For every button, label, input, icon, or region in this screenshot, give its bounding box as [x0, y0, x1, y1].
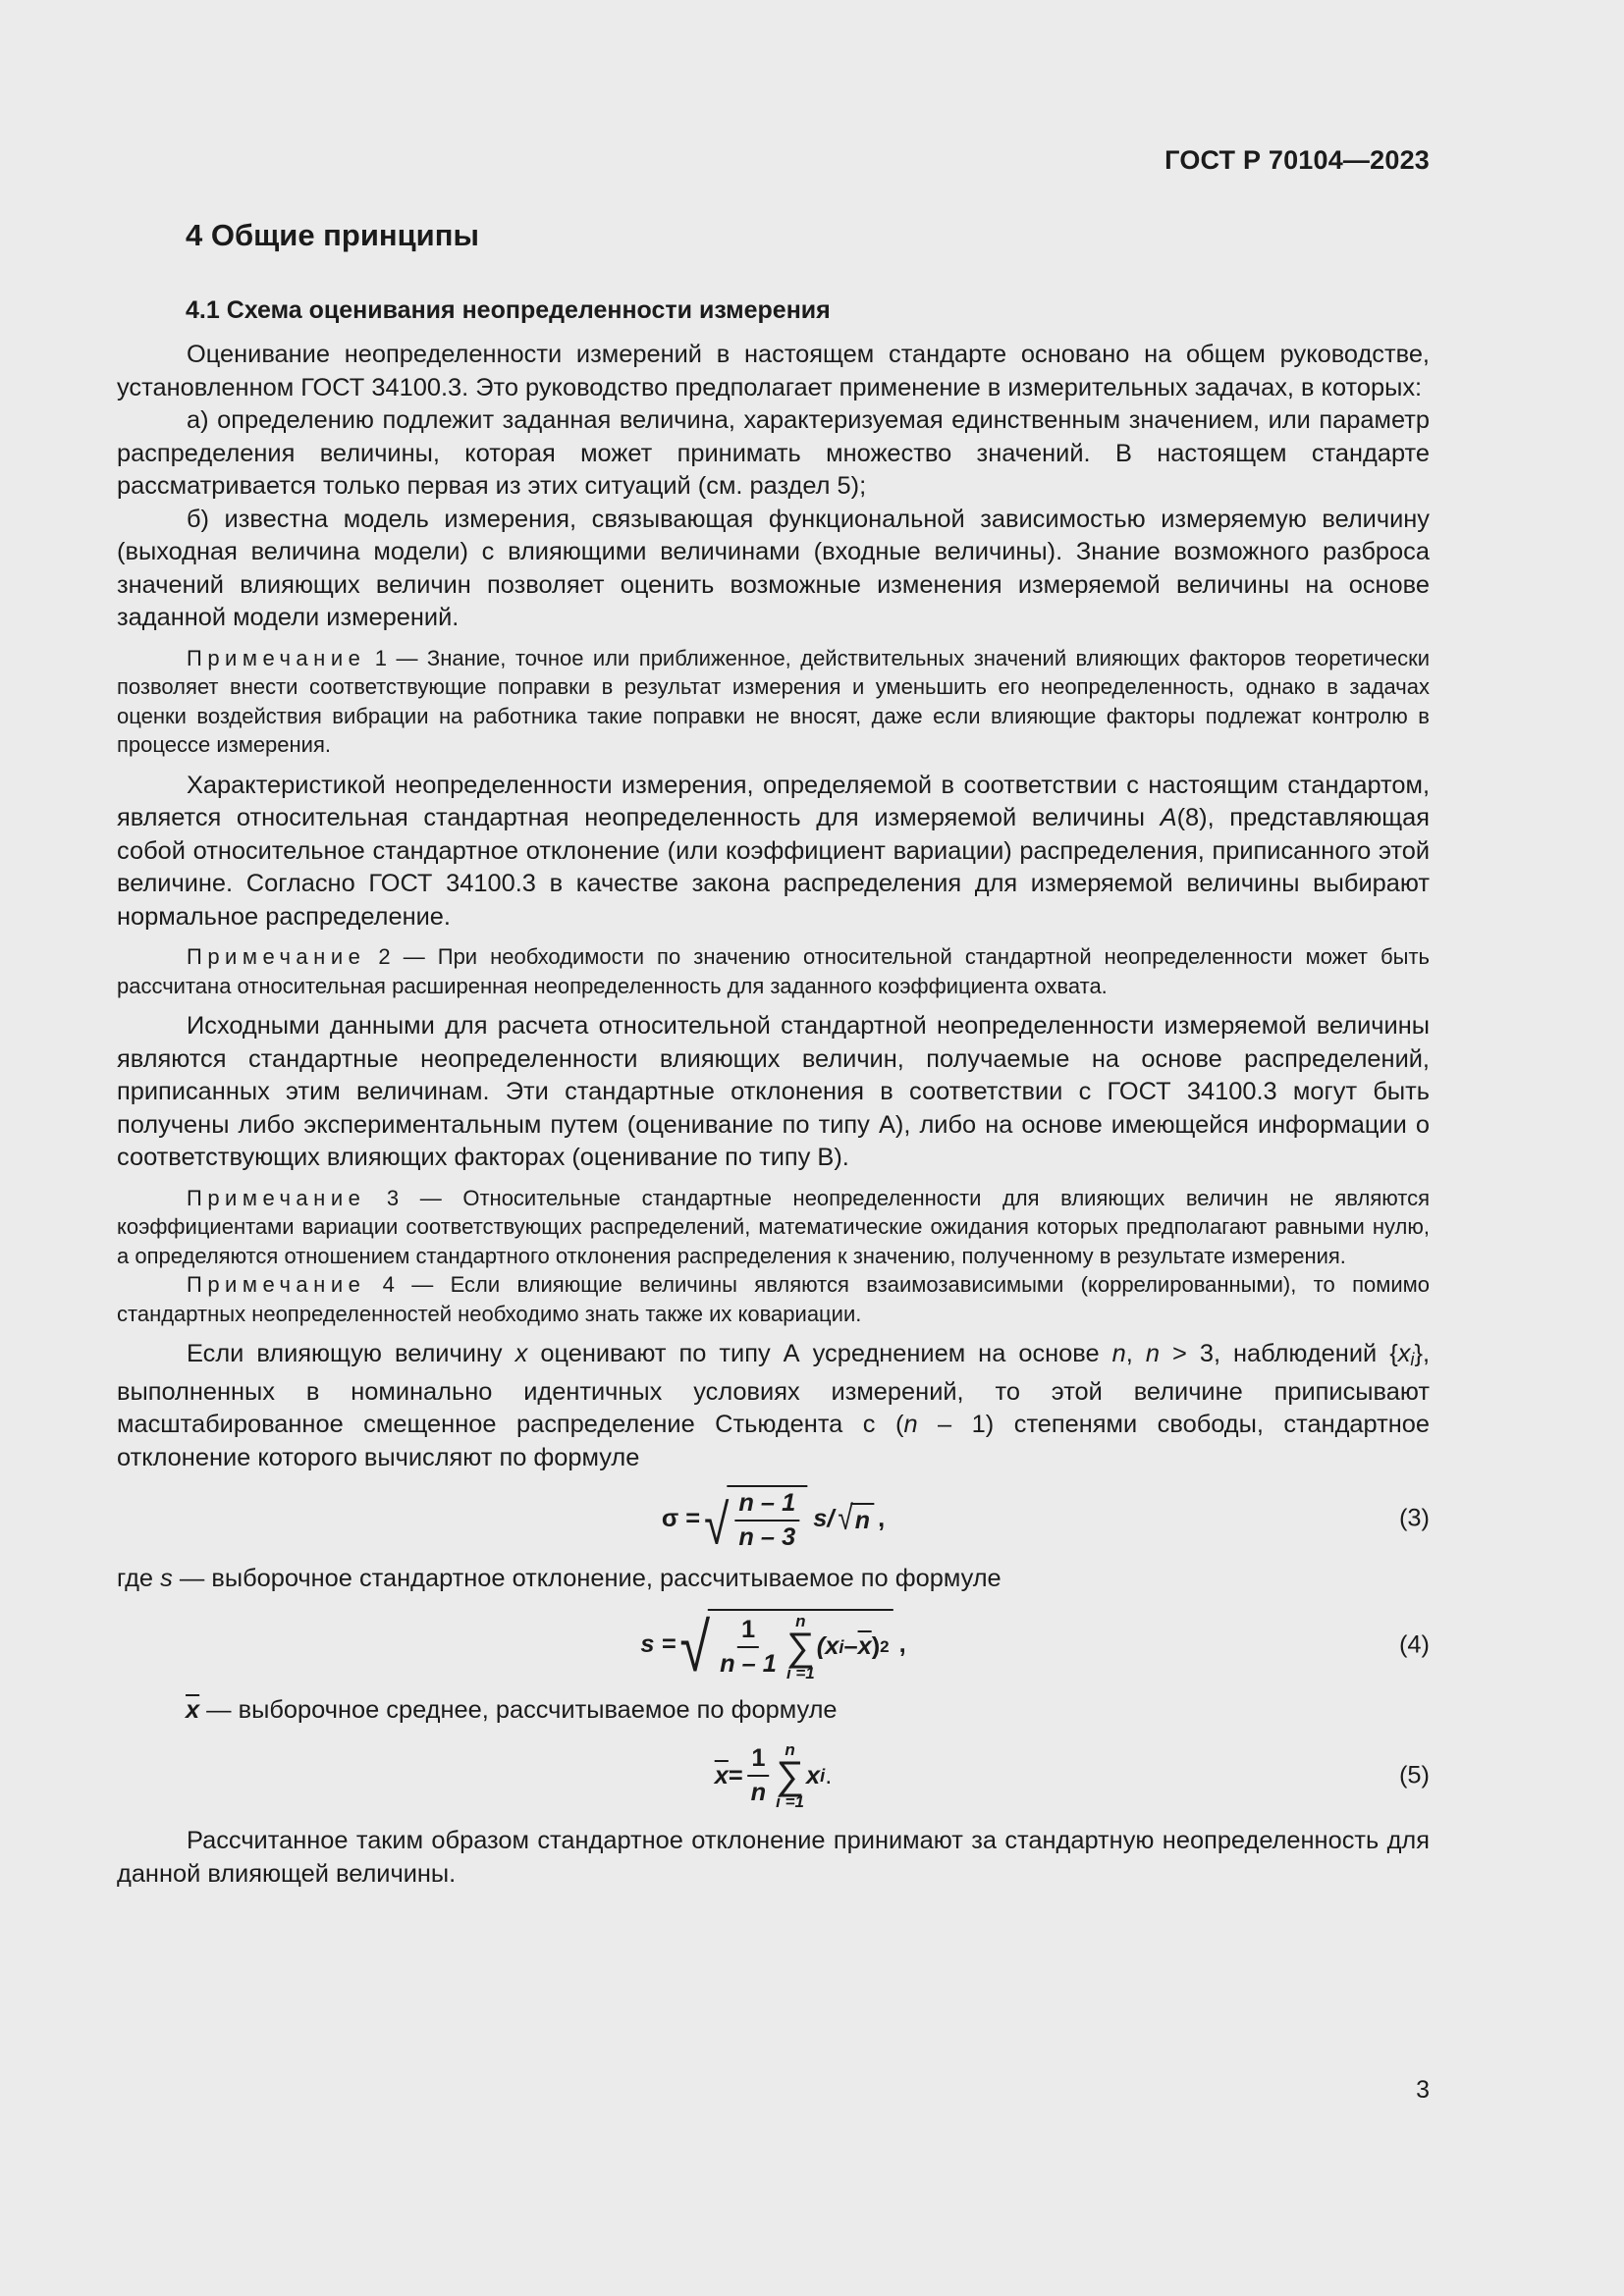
formula-5-row: [117, 1727, 1430, 1825]
variable-s: s: [160, 1565, 173, 1592]
paragraph-conclusion: Рассчитанное таким образом стандартное отклонение принимают за стандартную неопределенность для данной влияющей величины.: [117, 1827, 1430, 1888]
variable-n: n: [1145, 1340, 1160, 1367]
formula-4-row: [117, 1596, 1430, 1694]
sum-upper-limit: n: [795, 1611, 806, 1630]
page-content: [117, 218, 1430, 1891]
paragraph-item-a: а) определению подлежит заданная величина, характеризуемая единственным значением, или параметр распределения величины, которая может принимать множество значений. В настоящем стандарте рассматривается только первая из этих ситуаций (см. раздел 5);: [117, 406, 1430, 500]
formula-term-xi: (x: [816, 1632, 839, 1660]
close-paren: ): [871, 1632, 881, 1660]
section-title: 4 Общие принципы: [186, 218, 479, 252]
formula-3-row: [117, 1474, 1430, 1563]
power-2: 2: [880, 1636, 890, 1656]
note-4: [117, 1270, 1430, 1328]
note-3-tag: Примечание: [187, 1185, 366, 1210]
note-3: [117, 1184, 1430, 1271]
variable-n: n: [903, 1411, 918, 1438]
paragraph-intro: Оценивание неопределенности измерений в настоящем стандарте основано на общем руководстве, установленном ГОСТ 34100.3. Это руководство предполагает применение в измерительных задачах, в которых:: [117, 341, 1430, 401]
text-run: — выборочное стандартное отклонение, рассчитываемое по формуле: [172, 1565, 1001, 1592]
text-run: > 3, наблюдений {: [1159, 1340, 1398, 1367]
radical-sign: √: [704, 1491, 730, 1556]
subscript-i: i: [820, 1765, 826, 1786]
sigma-sign: ∑: [776, 1754, 804, 1797]
formula-term-x: x: [806, 1761, 821, 1789]
note-4-tag: Примечание: [187, 1272, 366, 1297]
formula-lhs: σ =: [661, 1504, 701, 1532]
subscript-i: i: [839, 1635, 844, 1657]
equation-number: (5): [1398, 1761, 1430, 1789]
sqrt-symbol: [704, 1485, 807, 1556]
radical-sign: √: [838, 1498, 853, 1536]
sqrt-symbol: [679, 1607, 893, 1685]
where-x-line: [117, 1694, 1430, 1728]
text-run: где: [117, 1565, 161, 1592]
fraction: [716, 1616, 781, 1679]
text-run: (8), представляющая собой относительное стандартное отклонение (или коэффициент вариации) распределения, приписанного этой величине. Согласно ГОСТ 34100.3 в качестве закона распределения для измеряемой величины выбирают нормальное распределение.: [117, 804, 1430, 931]
variable-n: n: [1111, 1340, 1126, 1367]
text-run: Если влияющую величину: [187, 1340, 515, 1367]
formula-term-s: s/: [813, 1504, 835, 1532]
formula-term-n: n: [851, 1503, 874, 1535]
page-number: 3: [1416, 2076, 1430, 2104]
fraction: [734, 1489, 799, 1552]
formula-comma: ,: [878, 1504, 886, 1532]
formula-5: [715, 1727, 833, 1825]
text-run: – 1) степенями свободы, стандартное отклонение которого вычисляют по формуле: [117, 1411, 1430, 1471]
equation-number: (3): [1398, 1504, 1430, 1532]
note-1: [117, 644, 1430, 760]
fraction-numerator: 1: [737, 1616, 759, 1648]
sum-lower-limit: i =1: [776, 1792, 805, 1811]
text-run: оценивают по типу А усреднением на основе: [527, 1340, 1112, 1367]
subsection-title: 4.1 Схема оценивания неопределенности измерения: [186, 296, 831, 324]
text-run: — выборочное среднее, рассчитываемое по формуле: [199, 1695, 838, 1724]
variable-x: x: [1397, 1340, 1411, 1367]
paragraph-characteristic: [117, 770, 1430, 934]
mean-x: $\overline{x}$: [714, 1761, 729, 1789]
note-1-tag: Примечание: [187, 645, 366, 670]
sum-upper-limit: n: [785, 1740, 795, 1759]
sigma-sign: ∑: [786, 1625, 815, 1669]
mean-x: $\overline{x}$: [857, 1632, 872, 1660]
formula-dot: .: [825, 1761, 833, 1789]
text-run: Характеристикой неопределенности измерения, определяемой в соответствии с настоящим стандартом, является относительная стандартная неопределенность для измеряемой величины: [117, 771, 1430, 831]
fraction-numerator: n – 1: [734, 1489, 799, 1522]
where-s-line: [117, 1563, 1430, 1596]
equals-sign: =: [728, 1761, 743, 1789]
formula-lhs: s =: [640, 1630, 677, 1658]
radical-sign: √: [679, 1607, 711, 1685]
sum-lower-limit: i =1: [785, 1663, 815, 1682]
sum-symbol: [786, 1613, 815, 1682]
note-2-tag: Примечание: [187, 944, 366, 969]
formula-comma: ,: [898, 1630, 906, 1658]
minus-sign: –: [843, 1632, 858, 1660]
standard-code: ГОСТ Р 70104—2023: [1164, 145, 1430, 175]
note-4-text: 4 — Если влияющие величины являются взаимозависимыми (коррелированными), то помимо стандартных неопределенностей необходимо знать также их ковариации.: [117, 1272, 1430, 1326]
variable-a: A: [1160, 804, 1177, 831]
equation-number: (4): [1398, 1630, 1430, 1658]
note-3-text: 3 — Относительные стандартные неопределенности для влияющих величин не являются коэффициентами вариации соответствующих распределений, математические ожидания которых предполагают равными нулю, а определяются отношением стандартного отклонения распределения к значению, полученному в результате измерения.: [117, 1185, 1430, 1268]
text-run: ,: [1125, 1340, 1146, 1367]
mean-x: $\overline{x}$: [186, 1695, 200, 1724]
note-2-text: 2 — При необходимости по значению относительной стандартной неопределенности может быть рассчитана относительная расширенная неопределенность для заданного коэффициента охвата.: [117, 944, 1430, 998]
fraction-denominator: n – 3: [738, 1523, 796, 1551]
fraction: [747, 1744, 771, 1807]
subscript-i: i: [1410, 1349, 1415, 1369]
sqrt-symbol: [838, 1498, 874, 1536]
paragraph-type-a: [117, 1338, 1430, 1474]
paragraph-input-data: Исходными данными для расчета относительной стандартной неопределенности измеряемой величины являются стандартные неопределенности влияющих величин, получаемые на основе распределений, приписанных этим величинам. Эти стандартные отклонения в соответствии с ГОСТ 34100.3 могут быть получены либо экспериментальным путем (оценивание по типу А), либо на основе имеющейся информации о соответствующих влияющих факторах (оценивание по типу В).: [117, 1012, 1430, 1171]
sum-symbol: [776, 1741, 804, 1810]
paragraph-item-b: б) известна модель измерения, связывающая функциональной зависимостью измеряемую величину (выходная величина модели) с влияющими величинами (входные величины). Знание возможного разброса значений влияющих величин позволяет оценить возможные изменения измеряемой величины на основе заданной модели измерений.: [117, 505, 1430, 631]
formula-3: [662, 1474, 885, 1563]
variable-x: x: [514, 1340, 528, 1367]
fraction-denominator: n – 1: [720, 1649, 777, 1678]
fraction-denominator: n: [750, 1779, 767, 1806]
text-run: }, выполненных в номинально идентичных условиях измерений, то этой величине приписывают масштабированное смещенное распределение Стьюдента с (: [117, 1340, 1431, 1438]
fraction-numerator: 1: [747, 1744, 769, 1777]
formula-4: [640, 1596, 905, 1694]
note-2: [117, 942, 1430, 1000]
note-1-text: 1 — Знание, точное или приближенное, действительных значений влияющих факторов теоретически позволяет внести соответствующие поправки в результат измерения и уменьшить его неопределенность, однако в задачах оценки воздействия вибрации на работника такие поправки не вносят, даже если влияющие факторы подлежат контролю в процессе измерения.: [117, 645, 1430, 757]
